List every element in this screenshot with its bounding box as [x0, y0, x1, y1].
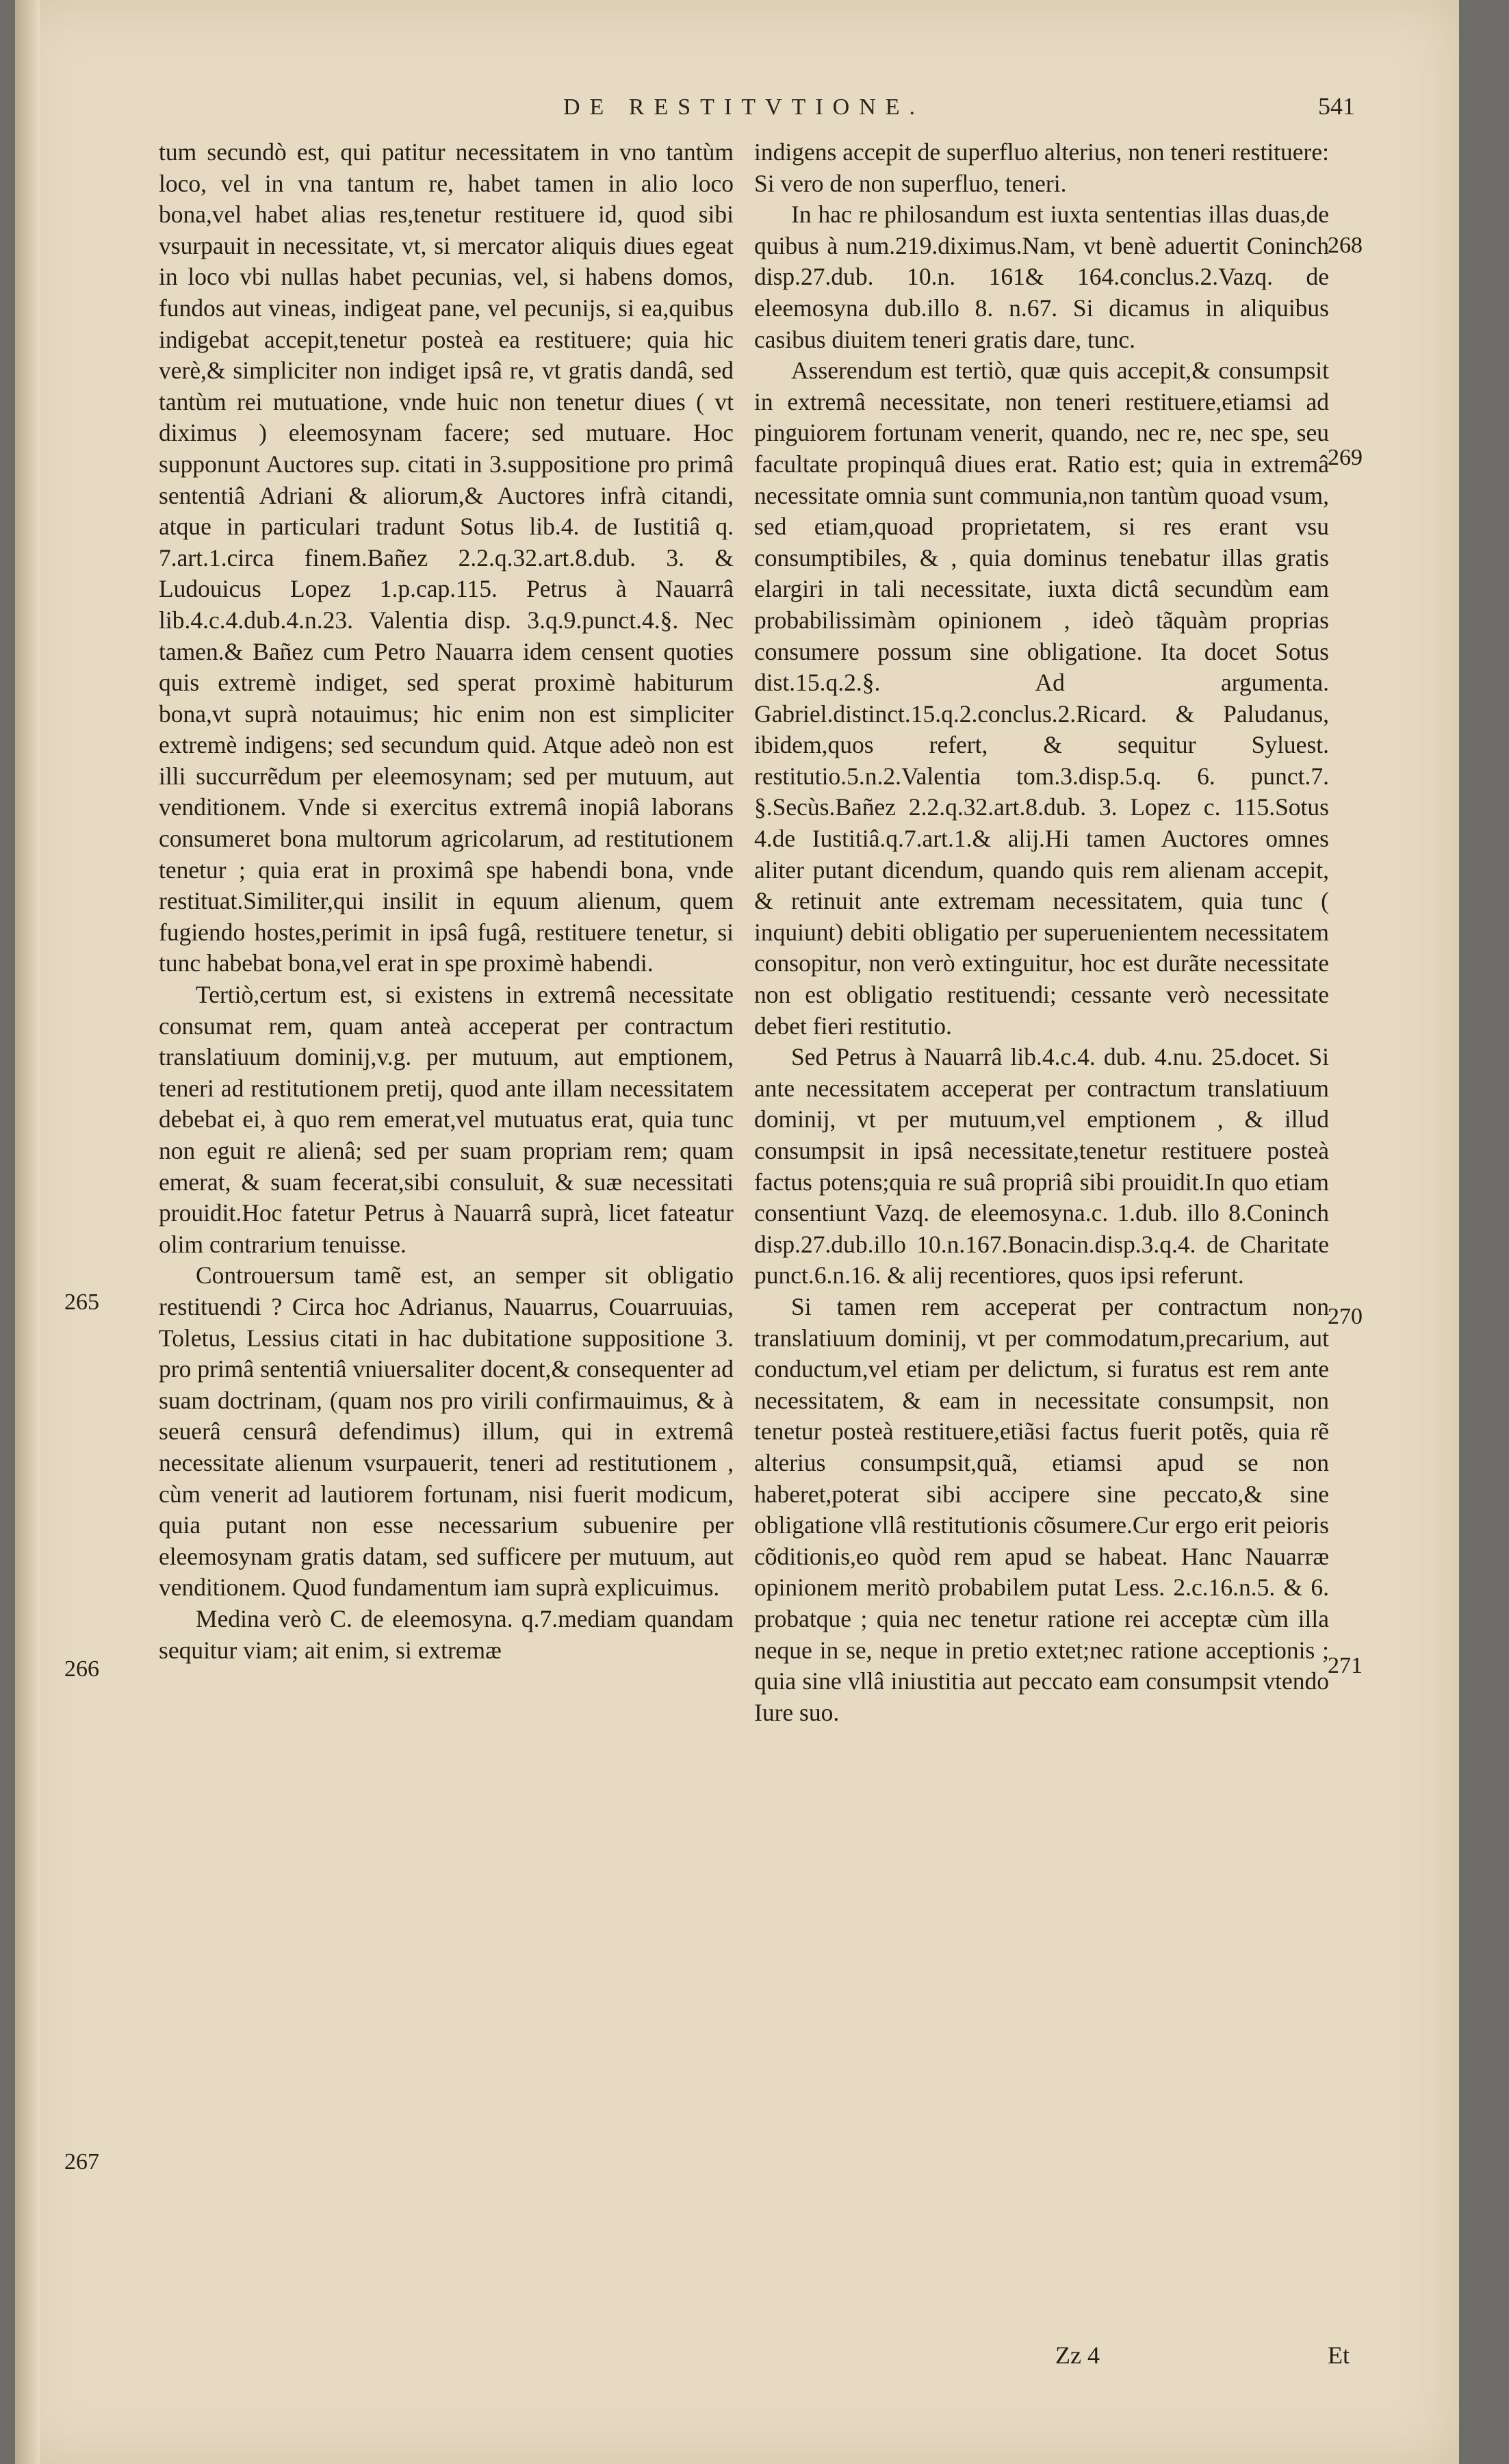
- margin-number: 267: [64, 2149, 99, 2174]
- page-header: [138, 92, 1355, 136]
- paragraph: Controuersum tamẽ est, an semper sit obligatio restituendi ? Circa hoc Adrianus, Nauarrus, Couarruuias, Toletus, Lessius citati in hac dubitatione suppositione 3. pro primâ sententiâ vniuersaliter docent,& consequenter ad suam doctrinam, (quam nos pro virili confirmauimus, & à seuerâ censurâ defendimus) illum, qui in extremâ necessitate alienum vsurpauerit, teneri ad restitutionem , cùm venerit ad lautiorem fortunam, nisi fuerit modicum, quia putant non esse necessarium subuenire per eleemosynam gratis datam, sed sufficere per mutuum, aut venditionem. Quod fundamentum iam suprà explicuimus.: [159, 1261, 734, 1602]
- left-column: [159, 137, 734, 1666]
- running-title: DE RESTITVTIONE.: [563, 94, 925, 120]
- paragraph: Tertiò,certum est, si existens in extremâ necessitate consumat rem, quam anteà acceperat per contractum translatiuum dominij,v.g. per mutuum, aut emptionem, teneri ad restitutionem pretij, quod ante illam necessitatem debebat ei, à quo rem emerat,vel mutuatus erat, quia tunc non eguit re alienâ; sed per suam propriam rem; quam emerat, & suam fecerat,sibi consuluit, & suæ necessitati prouidit.Hoc fatetur Petrus à Nauarrâ suprà, licet fateatur olim contrarium tenuisse.: [159, 981, 734, 1258]
- paragraph: indigens accepit de superfluo alterius, non teneri restituere: Si vero de non superfluo, teneri.: [754, 138, 1329, 197]
- paragraph: Asserendum est tertiò, quæ quis accepit,& consumpsit in extremâ necessitate, non teneri restituere,etiamsi ad pinguiorem fortunam venerit, quando, nec re, nec spe, seu facultate propinquâ diues erat. Ratio est; quia in extremâ necessitate omnia sunt communia,non tantùm quoad vsum, sed etiam,quoad proprietatem, si res erant vsu consumptibiles, & , quia dominus tenebatur illas gratis elargiri in tali necessitate, iuxta dictâ secundùm eam probabilissimàm opinionem , ideò tãquàm proprias consumere possum sine obligatione. Ita docet Sotus dist.15.q.2.§. Ad argumenta. Gabriel.distinct.15.q.2.conclus.2.Ricard. & Paludanus, ibidem,quos refert, & sequitur Syluest. restitutio.5.n.2.Valentia tom.3.disp.5.q. 6. punct.7. §.Secùs.Bañez 2.2.q.32.art.8.dub. 3. Lopez c. 115.Sotus 4.de Iustitiâ.q.7.art.1.& alij.Hi tamen Auctores omnes aliter putant dicendum, quando quis rem alienam accepit, & retinuit ante extremam necessitatem, quia tunc ( inquiunt) debiti obligatio per superuenientem necessitatem consopitur, non verò extinguitur, hoc est durãte necessitate non est obligatio restituendi; cessante verò necessitate debet fieri restitutio.: [754, 357, 1329, 1040]
- paragraph: tum secundò est, qui patitur necessitatem in vno tantùm loco, vel in vna tantum re, habet tamen in alio loco bona,vel habet alias res,tenetur restituere id, quod sibi vsurpauit in necessitate, vt, si mercator aliquis diues egeat in loco vbi nullas habet pecunias, vel, si habens domos, fundos aut vineas, indigeat pane, vel pecunijs, si ea,quibus indigebat accepit,tenetur posteà ea restituere; quia hic verè,& simpliciter non indiget ipsâ re, vt gratis dandâ, sed tantùm rei mutuatione, vnde huic non tenetur diues ( vt diximus ) eleemosynam facere; sed mutuare. Hoc supponunt Auctores sup. citati in 3.suppositione pro primâ sententiâ Adriani & aliorum,& Auctores infrà citandi, atque in particulari tradunt Sotus lib.4. de Iustitiâ q. 7.art.1.circa finem.Bañez 2.2.q.32.art.8.dub. 3. & Ludouicus Lopez 1.p.cap.115. Petrus à Nauarrâ lib.4.c.4.dub.4.n.23. Valentia disp. 3.q.9.punct.4.§. Nec tamen.& Bañez cum Petro Nauarra idem censent quoties quis extremè indiget, sed sperat proximè habiturum bona,vt suprà notauimus; hic enim non est simpliciter extremè indigens; sed secundum quid. Atque adeò non est illi succurrẽdum per eleemosynam; sed per mutuum, aut venditionem. Vnde si exercitus extremâ inopiâ laborans consumeret bona multorum agricolarum, ad restitutionem tenetur ; quia erat in proximâ spe habendi bona, vnde restituat.Similiter,qui insilit in equum alienum, quem fugiendo hostes,perimit in ipsâ fugâ, restituere tenetur, si tunc habebat bona,vel erat in spe proximè habendi.: [159, 138, 734, 977]
- page-number: 541: [1318, 92, 1355, 120]
- right-column: [754, 137, 1329, 1728]
- book-page: [15, 0, 1459, 2464]
- paragraph: Medina verò C. de eleemosyna. q.7.mediam quandam sequitur viam; ait enim, si extremæ: [159, 1604, 734, 1664]
- margin-number: 271: [1328, 1653, 1363, 1678]
- paragraph: In hac re philosandum est iuxta sententias illas duas,de quibus à num.219.diximus.Nam, vt benè aduertit Coninch disp.27.dub. 10.n. 161& 164.conclus.2.Vazq. de eleemosyna dub.illo 8. n.67. Si dicamus in aliquibus casibus diuitem teneri gratis dare, tunc.: [754, 201, 1329, 353]
- signature-mark: Zz 4: [1055, 2341, 1100, 2369]
- paragraph: Sed Petrus à Nauarrâ lib.4.c.4. dub. 4.nu. 25.docet. Si ante necessitatem acceperat per contractum translatiuum dominij, vt per mutuum,vel emptionem , & illud consumpsit in ipsâ necessitate,tenetur restituere posteà factus potens;quia re suâ propriâ sibi prouidit.In quo etiam consentiunt Vazq. de eleemosyna.c. 1.dub. illo 8.Coninch disp.27.dub.illo 10.n.167.Bonacin.disp.3.q.4. de Charitate punct.6.n.16. & alij recentiores, quos ipsi referunt.: [754, 1043, 1329, 1289]
- margin-number: 268: [1328, 233, 1363, 258]
- catchword: Et: [1328, 2341, 1350, 2369]
- margin-number: 265: [64, 1289, 99, 1315]
- margin-number: 269: [1328, 445, 1363, 470]
- paragraph: Si tamen rem acceperat per contractum non translatiuum dominij, vt per commodatum,precarium, aut conductum,vel etiam per delictum, si furatus est rem ante necessitatem, & eam in necessitate consumpsit, non tenetur posteà restituere,etiãsi factus fuerit potẽs, quia rẽ alterius consumpsit,quã, etiamsi apud se non haberet,poterat sibi accipere sine peccato,& sine obligatione vllâ restitutionis cõsumere.Cur ergo erit peioris cõditionis,eo quòd rem apud se habeat. Hanc Nauarræ opinionem meritò probabilem putat Less. 2.c.16.n.5. & 6. probatque ; quia nec tenetur ratione rei acceptæ cùm illa neque in se, neque in pretio extet;nec ratione acceptionis ; quia sine vllâ iniustitia aut peccato eam consumpsit vtendo Iure suo.: [754, 1292, 1329, 1726]
- page-footer: [754, 2341, 1350, 2375]
- margin-number: 270: [1328, 1304, 1363, 1329]
- page-gutter: [15, 0, 40, 2464]
- margin-number: 266: [64, 1656, 99, 1682]
